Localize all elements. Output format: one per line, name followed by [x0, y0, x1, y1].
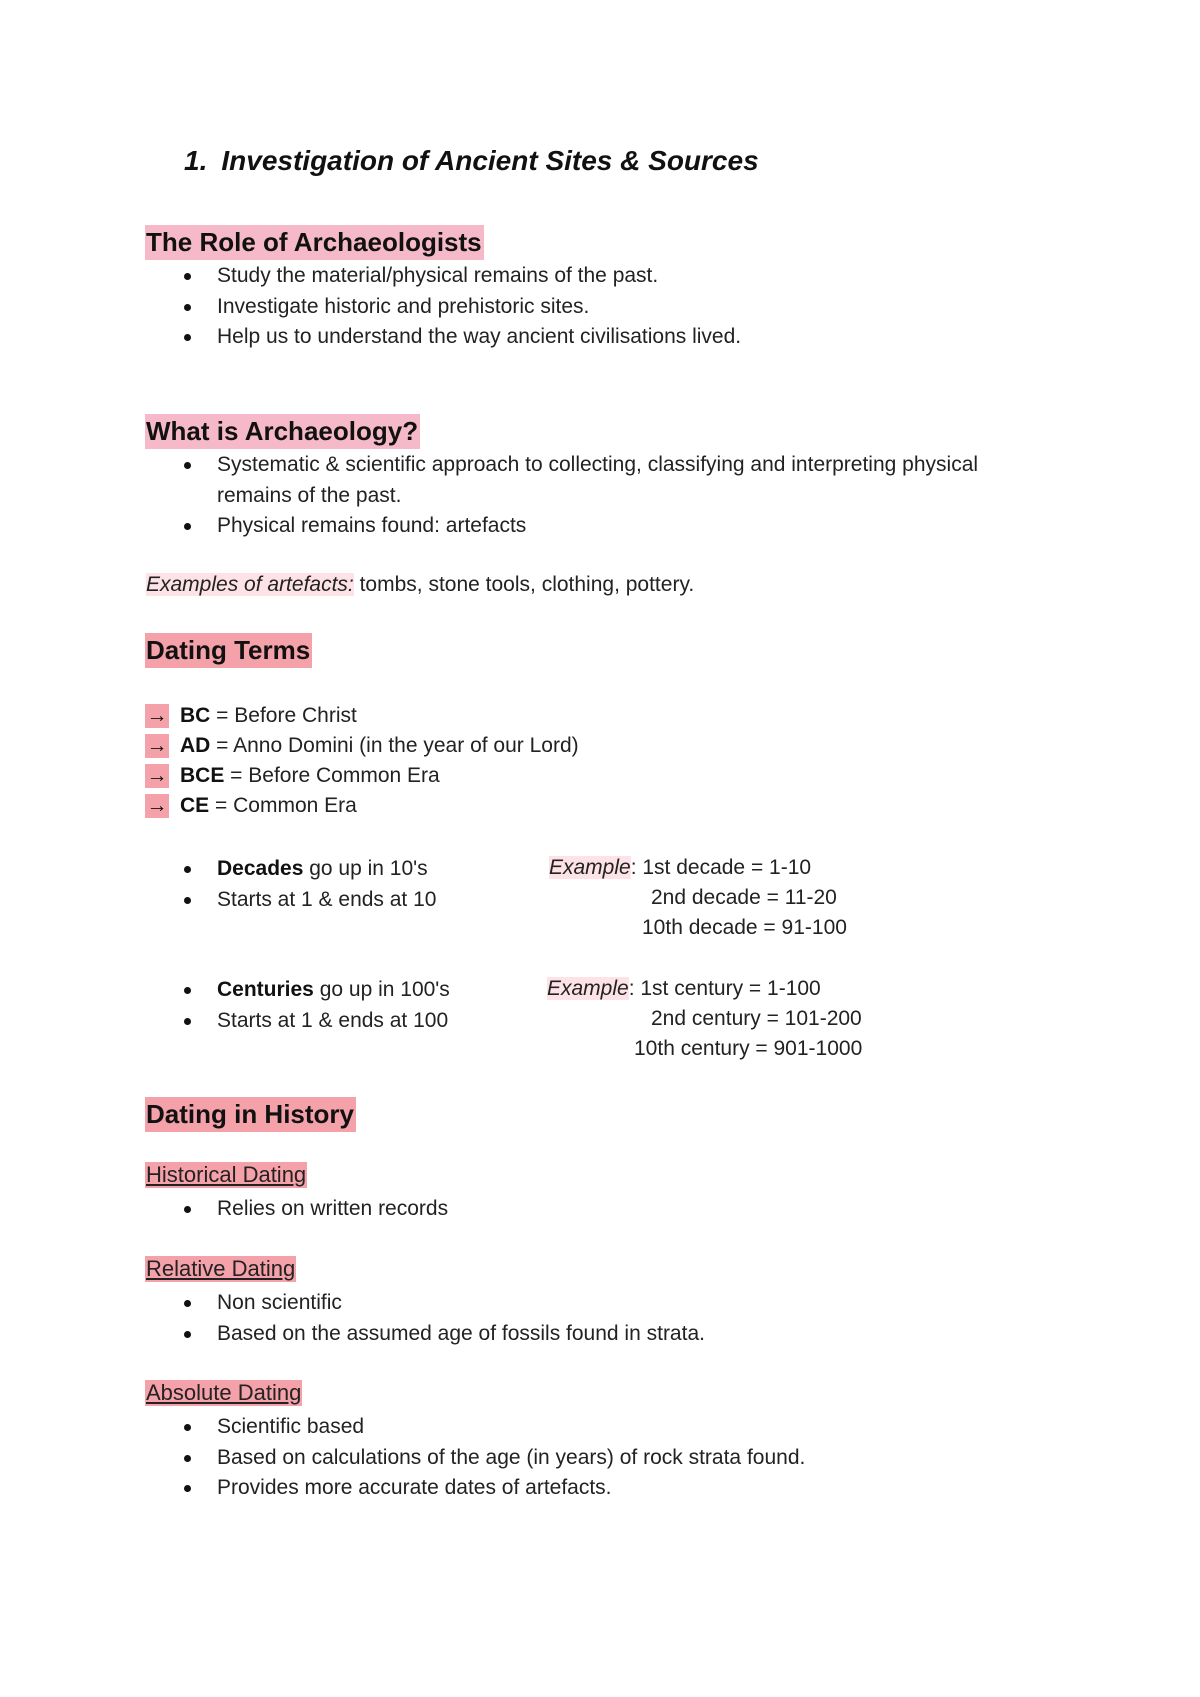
decades-example-2: 2nd decade = 11-20	[651, 886, 837, 909]
centuries-list	[145, 975, 450, 1036]
list-item: Study the material/physical remains of the past.	[145, 261, 741, 292]
list-item: Investigate historic and prehistoric sites.	[145, 292, 741, 323]
decades-rest: go up in 10's	[303, 857, 428, 880]
list-item: Non scientific	[145, 1288, 705, 1319]
centuries-bold: Centuries	[217, 978, 314, 1001]
examples-text: tombs, stone tools, clothing, pottery.	[353, 573, 695, 596]
heading-role-of-archaeologists: The Role of Archaeologists	[145, 225, 484, 260]
decades-example-3: 10th decade = 91-100	[642, 916, 847, 939]
subheading-historical-dating: Historical Dating	[146, 1162, 307, 1187]
subheading-absolute-dating: Absolute Dating	[146, 1380, 302, 1405]
list-item-line: remains of the past.	[217, 483, 402, 507]
list-item: Starts at 1 & ends at 100	[145, 1006, 450, 1037]
centuries-example-1	[547, 977, 821, 1001]
arrow-icon: →	[146, 704, 168, 727]
centuries-example-3: 10th century = 901-1000	[634, 1037, 863, 1060]
list-item: Scientific based	[145, 1412, 805, 1443]
subheading-relative-dating: Relative Dating	[146, 1256, 296, 1281]
heading-dating-in-history: Dating in History	[145, 1097, 356, 1132]
term-row	[145, 764, 440, 788]
examples-line	[146, 573, 694, 597]
list-item: Help us to understand the way ancient civilisations lived.	[145, 322, 741, 353]
title-text: Investigation of Ancient Sites & Sources	[221, 145, 759, 176]
term-abbr: BCE	[180, 764, 225, 787]
examples-label: Examples of artefacts:	[146, 573, 354, 596]
term-row	[145, 704, 357, 728]
list-item	[145, 975, 450, 1006]
absolute-list	[145, 1412, 805, 1504]
arrow-icon: →	[146, 734, 168, 757]
historical-list	[145, 1194, 448, 1225]
term-definition: = Common Era	[209, 794, 357, 817]
list-item: Relies on written records	[145, 1194, 448, 1225]
term-abbr: BC	[180, 704, 211, 727]
list-item: Based on the assumed age of fossils found in strata.	[145, 1319, 705, 1350]
term-definition: = Before Christ	[210, 704, 357, 727]
centuries-rest: go up in 100's	[313, 978, 450, 1001]
arrow-icon: →	[146, 794, 168, 817]
list-item	[145, 450, 978, 511]
list-item	[145, 854, 436, 885]
decades-list	[145, 854, 436, 915]
term-row	[145, 794, 357, 818]
example-label: Example	[549, 856, 631, 879]
decades-example-1	[549, 856, 811, 880]
term-abbr: CE	[180, 794, 210, 817]
term-definition: = Before Common Era	[224, 764, 440, 787]
term-definition: = Anno Domini (in the year of our Lord)	[210, 734, 579, 757]
what-list	[145, 450, 978, 542]
term-abbr: AD	[180, 734, 211, 757]
centuries-example-2: 2nd century = 101-200	[651, 1007, 862, 1030]
decades-bold: Decades	[217, 857, 304, 880]
document-title	[184, 145, 759, 177]
list-item: Provides more accurate dates of artefacts.	[145, 1473, 805, 1504]
arrow-icon: →	[146, 764, 168, 787]
role-list	[145, 261, 741, 353]
relative-list	[145, 1288, 705, 1349]
example-text: : 1st decade = 1-10	[630, 856, 812, 879]
example-text: : 1st century = 1-100	[628, 977, 821, 1000]
list-item: Physical remains found: artefacts	[145, 511, 978, 542]
title-number: 1.	[184, 145, 208, 176]
list-item-line: Systematic & scientific approach to collecting, classifying and interpreting physical	[217, 453, 979, 476]
heading-dating-terms: Dating Terms	[145, 633, 312, 668]
list-item: Starts at 1 & ends at 10	[145, 885, 436, 916]
term-row	[145, 734, 579, 758]
list-item: Based on calculations of the age (in years) of rock strata found.	[145, 1443, 805, 1474]
heading-what-is-archaeology: What is Archaeology?	[145, 414, 420, 449]
example-label: Example	[547, 977, 629, 1000]
